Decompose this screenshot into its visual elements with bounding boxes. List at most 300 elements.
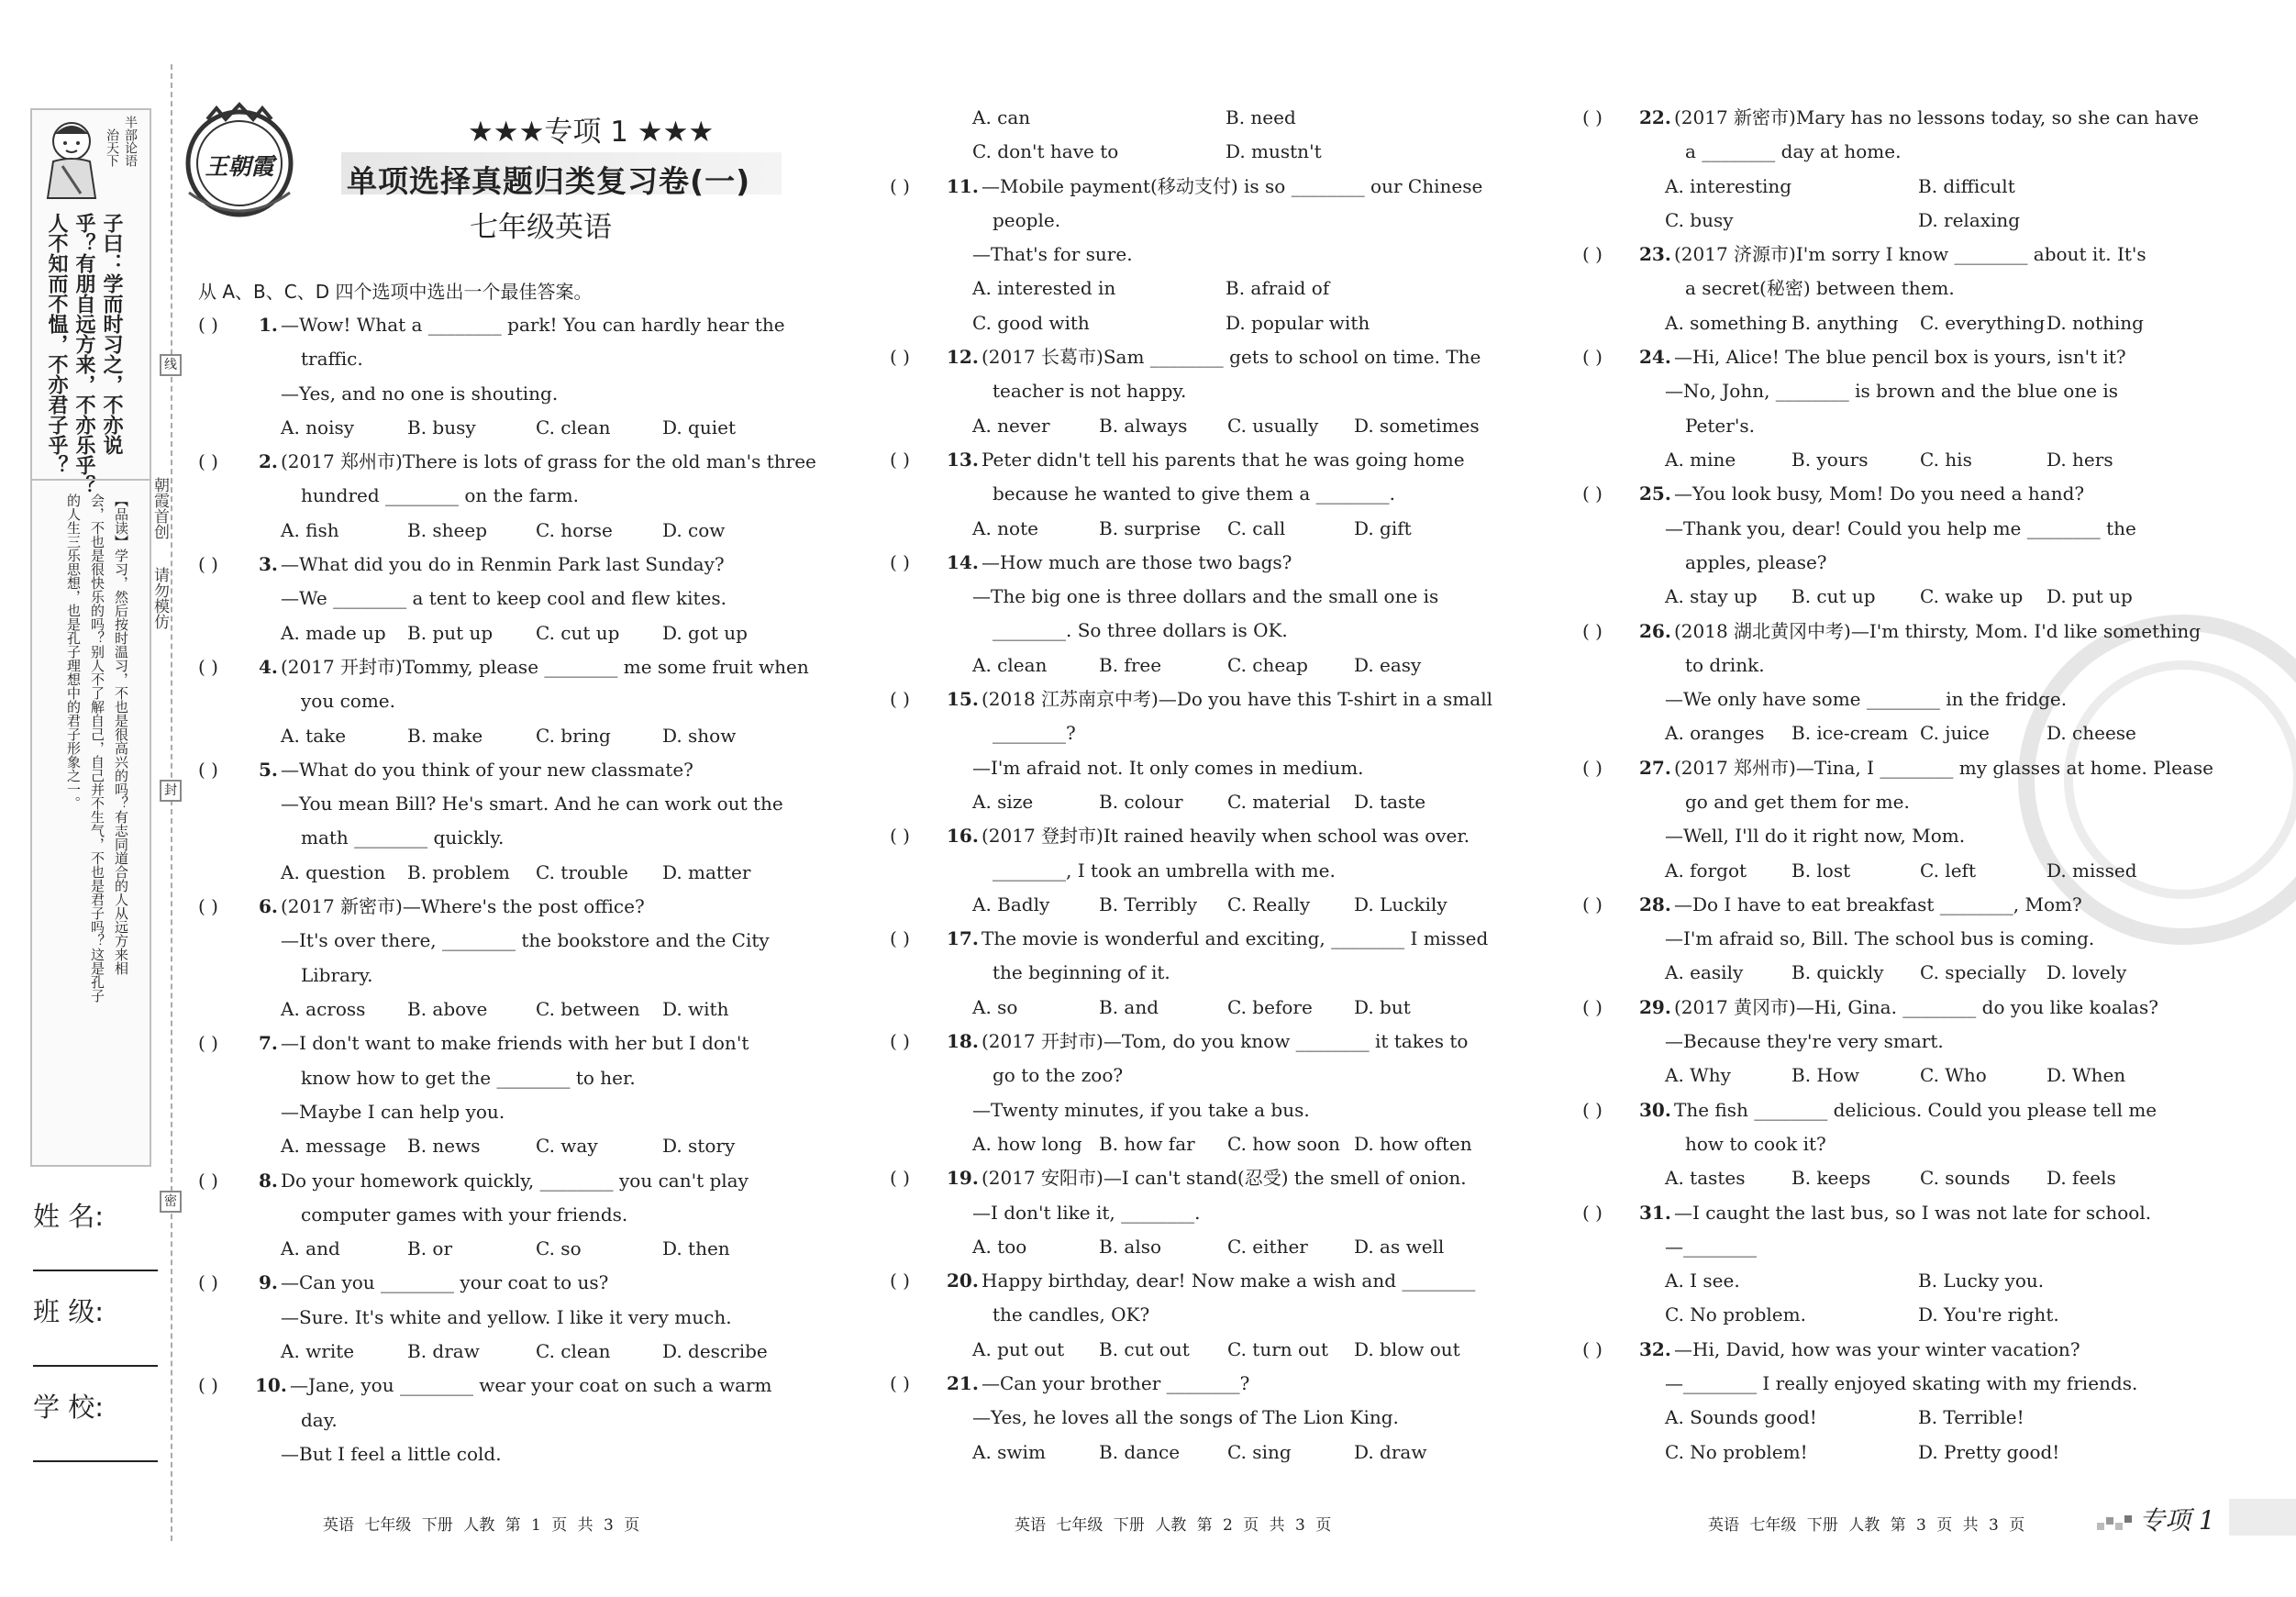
answer-option[interactable]: A. too [972, 1235, 1027, 1258]
answer-option[interactable]: C. sounds [1920, 1167, 2011, 1190]
school-field[interactable] [33, 1460, 158, 1462]
answer-option[interactable]: A. can [972, 106, 1031, 128]
binding-notice: 朝霞首创 [150, 477, 169, 539]
answer-option[interactable]: B. cut up [1791, 585, 1876, 608]
question-number: 4. [259, 656, 278, 678]
answer-option[interactable]: C. either [1227, 1235, 1308, 1258]
answer-option[interactable]: D. cheese [2046, 722, 2136, 745]
logo-text: 王朝霞 [205, 153, 274, 180]
answer-option[interactable]: A. fish [281, 518, 339, 541]
sidebar-divider [30, 479, 150, 481]
page-subtitle: 七年级英语 [470, 211, 612, 244]
answer-option[interactable]: C. way [536, 1135, 598, 1158]
answer-blank[interactable]: ( ) [1582, 346, 1603, 369]
answer-option[interactable]: C. call [1227, 516, 1286, 539]
question-text: —Do I have to eat breakfast ________, Mom? [1674, 893, 2082, 915]
answer-option[interactable]: D. relaxing [1918, 208, 2021, 231]
answer-blank[interactable]: ( ) [890, 1372, 910, 1395]
question-number: 16. [947, 825, 979, 848]
name-field[interactable] [33, 1270, 158, 1271]
answer-blank[interactable]: ( ) [198, 895, 218, 918]
question-text: —I don't like it, ________. [972, 1201, 1201, 1224]
question-text: The fish ________ delicious. Could you please tell me [1674, 1098, 2157, 1121]
question-text: —Mobile payment(移动支付) is so ________ our Chinese [982, 174, 1483, 197]
answer-option[interactable]: B. anything [1791, 311, 1899, 334]
question-text: —You mean Bill? He's smart. And he can work out the [281, 793, 783, 815]
answer-option[interactable]: C. material [1227, 790, 1331, 813]
answer-option[interactable]: D. how often [1354, 1132, 1472, 1155]
question-text: (2018 湖北黄冈中考)—I'm thirsty, Mom. I'd like something [1674, 619, 2202, 642]
answer-option[interactable]: D. got up [662, 621, 748, 644]
question-number: 23. [1639, 243, 1671, 266]
answer-option[interactable]: A. size [972, 790, 1034, 813]
answer-option[interactable]: A. clean [972, 653, 1048, 676]
answer-option[interactable]: C. left [1920, 859, 1976, 882]
question-text: (2017 郑州市)There is lots of grass for the old man's three [281, 450, 816, 473]
answer-option[interactable]: D. sometimes [1354, 414, 1480, 437]
answer-option[interactable]: B. ice-cream [1791, 722, 1909, 745]
question-text: —You look busy, Mom! Do you need a hand? [1674, 482, 2085, 505]
answer-option[interactable]: B. How [1791, 1064, 1860, 1087]
answer-option[interactable]: A. forgot [1665, 859, 1747, 882]
answer-option[interactable]: C. turn out [1227, 1337, 1328, 1360]
answer-option[interactable]: A. I see. [1665, 1270, 1740, 1292]
question-text: —It's over there, ________ the bookstore and the City [281, 929, 770, 952]
question-text: math ________ quickly. [301, 826, 505, 849]
question-number: 30. [1639, 1098, 1671, 1121]
answer-option[interactable]: D. missed [2046, 859, 2137, 882]
answer-option[interactable]: A. put out [972, 1337, 1065, 1360]
answer-option[interactable]: D. describe [662, 1339, 768, 1362]
question-text: —The big one is three dollars and the small one is [972, 585, 1439, 608]
question-text: (2017 登封市)It rained heavily when school was over. [982, 825, 1470, 848]
question-text: —Sure. It's white and yellow. I like it very much. [281, 1305, 732, 1328]
question-text: you come. [301, 690, 395, 713]
answer-option[interactable]: C. juice [1920, 722, 1990, 745]
question-text: (2017 郑州市)—Tina, I ________ my glasses at home. Please [1674, 756, 2213, 779]
question-text: —Well, I'll do it right now, Mom. [1665, 825, 1966, 848]
question-text: —No, John, ________ is brown and the blue one is [1665, 380, 2119, 403]
answer-blank[interactable]: ( ) [890, 346, 910, 369]
quote-col: 子曰：学而时习之，不亦说 [100, 213, 123, 455]
question-number: 31. [1639, 1201, 1671, 1224]
special-tag: ★★★专项 1 ★★★ [468, 116, 715, 149]
answer-option[interactable]: B. also [1099, 1235, 1162, 1258]
question-text: the candles, OK? [993, 1303, 1150, 1326]
question-text: —I'm afraid so, Bill. The school bus is coming. [1665, 927, 2095, 950]
answer-option[interactable]: A. something [1665, 311, 1788, 334]
answer-option[interactable]: D. quiet [662, 416, 736, 438]
question-text: —That's for sure. [972, 243, 1133, 266]
question-text: ________. So three dollars is OK. [993, 619, 1288, 642]
answer-option[interactable]: A. note [972, 516, 1038, 539]
binding-line [171, 64, 172, 1541]
answer-option[interactable]: A. easily [1665, 961, 1744, 984]
answer-blank[interactable]: ( ) [1582, 106, 1603, 128]
question-text: (2018 江苏南京中考)—Do you have this T-shirt in a small [982, 688, 1492, 711]
answer-option[interactable]: D. cow [662, 518, 726, 541]
question-number: 8. [259, 1169, 278, 1192]
answer-option[interactable]: D. then [662, 1237, 730, 1260]
question-number: 28. [1639, 893, 1671, 915]
question-number: 21. [947, 1372, 979, 1395]
answer-option[interactable]: D. popular with [1226, 311, 1370, 334]
answer-option[interactable]: B. Terribly [1099, 893, 1198, 915]
answer-option[interactable]: B. and [1099, 995, 1159, 1018]
answer-option[interactable]: C. wake up [1920, 585, 2024, 608]
answer-option[interactable]: B. how far [1099, 1132, 1195, 1155]
answer-option[interactable]: B. always [1099, 414, 1188, 437]
answer-option[interactable]: C. so [536, 1237, 582, 1260]
answer-option[interactable]: D. but [1354, 995, 1411, 1018]
question-text: —What did you do in Renmin Park last Sunday? [281, 553, 725, 576]
answer-option[interactable]: C. cut up [536, 621, 620, 644]
answer-blank[interactable]: ( ) [198, 314, 218, 336]
school-label: 学 校: [33, 1392, 104, 1423]
answer-option[interactable]: B. make [407, 724, 483, 747]
name-label: 姓 名: [33, 1201, 104, 1232]
answer-blank[interactable]: ( ) [890, 174, 910, 197]
sidebar-small-col: 半部论语 [123, 116, 138, 167]
question-text: Library. [301, 963, 373, 986]
answer-option[interactable]: A. tastes [1665, 1167, 1746, 1190]
answer-blank[interactable]: ( ) [198, 1032, 218, 1055]
question-text: —________ [1665, 1235, 1757, 1258]
answer-option[interactable]: A. message [281, 1135, 387, 1158]
answer-option[interactable]: B. cut out [1099, 1337, 1190, 1360]
question-text: Peter's. [1685, 414, 1755, 437]
quote-col: 乎？有朋自远方来，不亦乐乎？ [72, 213, 95, 495]
question-text: —Maybe I can help you. [281, 1100, 505, 1123]
answer-option[interactable]: D. story [662, 1135, 736, 1158]
question-number: 7. [259, 1032, 278, 1055]
question-text: Peter didn't tell his parents that he was going home [982, 449, 1465, 471]
question-text: (2017 济源市)I'm sorry I know ________ about it. It's [1674, 243, 2146, 266]
question-number: 18. [947, 1030, 979, 1053]
class-label: 班 级: [33, 1296, 104, 1327]
question-text: —Wow! What a ________ park! You can hardly hear the [281, 314, 785, 336]
question-text: how to cook it? [1685, 1132, 1826, 1155]
question-text: —How much are those two bags? [982, 550, 1292, 573]
answer-option[interactable]: C. between [536, 997, 640, 1020]
pindu-col: 【品读】学习，然后按时温习，不也是很高兴的吗？有志同道合的人从远方来相 [113, 494, 129, 975]
question-text: —Yes, and no one is shouting. [281, 382, 559, 405]
answer-blank[interactable]: ( ) [890, 1270, 910, 1292]
pindu-col: 会，不也是很快乐的吗？别人不了解自己，自己并不生气，不也是君子吗？这是孔子 [89, 494, 105, 1003]
answer-option[interactable]: D. gift [1354, 516, 1412, 539]
question-text: —I caught the last bus, so I was not late for school. [1674, 1201, 2152, 1224]
answer-option[interactable]: C. clean [536, 1339, 611, 1362]
answer-blank[interactable]: ( ) [1582, 482, 1603, 505]
answer-blank[interactable]: ( ) [198, 1271, 218, 1294]
question-text: —Can you ________ your coat to us? [281, 1271, 609, 1294]
sidebar-small-col: 治天下 [105, 128, 119, 167]
answer-option[interactable]: C. No problem. [1665, 1303, 1806, 1326]
answer-option[interactable]: B. or [407, 1237, 453, 1260]
question-text: ________? [993, 722, 1076, 745]
answer-option[interactable]: B. Lucky you. [1918, 1270, 2045, 1292]
answer-option[interactable]: A. never [972, 414, 1050, 437]
question-text: people. [993, 208, 1061, 231]
answer-option[interactable]: A. question [281, 860, 386, 883]
answer-option[interactable]: A. swim [972, 1440, 1046, 1463]
page-footer: 英语 七年级 下册 人教 第 2 页 共 3 页 [1015, 1516, 1332, 1535]
answer-option[interactable]: C. usually [1227, 414, 1319, 437]
answer-option[interactable]: A. oranges [1665, 722, 1765, 745]
question-text: (2017 黄冈市)—Hi, Gina. ________ do you like koalas? [1674, 995, 2158, 1018]
answer-option[interactable]: B. problem [407, 860, 510, 883]
answer-option[interactable]: B. keeps [1791, 1167, 1871, 1190]
answer-option[interactable]: A. stay up [1665, 585, 1758, 608]
answer-option[interactable]: A. write [281, 1339, 355, 1362]
answer-option[interactable]: D. nothing [2046, 311, 2144, 334]
question-text: traffic. [301, 348, 363, 371]
question-text: a secret(秘密) between them. [1685, 277, 1955, 300]
question-text: ________, I took an umbrella with me. [993, 859, 1336, 882]
answer-option[interactable]: B. afraid of [1226, 277, 1330, 300]
answer-option[interactable]: B. above [407, 997, 488, 1020]
question-number: 5. [259, 758, 278, 781]
answer-option[interactable]: B. yours [1791, 448, 1869, 471]
answer-option[interactable]: B. need [1226, 106, 1296, 128]
question-text: —I'm afraid not. It only comes in medium. [972, 756, 1364, 779]
page-footer: 英语 七年级 下册 人教 第 1 页 共 3 页 [323, 1516, 640, 1535]
question-text: (2017 新密市)Mary has no lessons today, so she can have [1674, 106, 2199, 128]
brand-logo [180, 101, 299, 220]
question-number: 9. [259, 1271, 278, 1294]
binding-mark: 密 [160, 1191, 182, 1213]
question-number: 2. [259, 450, 278, 473]
question-text: know how to get the ________ to her. [301, 1066, 636, 1089]
answer-blank[interactable]: ( ) [1582, 995, 1603, 1018]
answer-blank[interactable]: ( ) [890, 1167, 910, 1190]
question-text: —What do you think of your new classmate? [281, 758, 693, 781]
answer-blank[interactable]: ( ) [198, 1169, 218, 1192]
answer-option[interactable]: B. dance [1099, 1440, 1181, 1463]
answer-blank[interactable]: ( ) [1582, 1098, 1603, 1121]
answer-blank[interactable]: ( ) [890, 449, 910, 471]
answer-option[interactable]: C. No problem! [1665, 1440, 1808, 1463]
sidebar-small-text [121, 116, 139, 167]
question-number: 1. [259, 314, 278, 336]
sidebar-small-text-2 [103, 128, 121, 167]
answer-blank[interactable]: ( ) [1582, 1337, 1603, 1360]
answer-option[interactable]: B. difficult [1918, 174, 2015, 197]
answer-blank[interactable]: ( ) [198, 758, 218, 781]
answer-option[interactable]: C. Really [1227, 893, 1311, 915]
question-number: 19. [947, 1167, 979, 1190]
answer-option[interactable]: D. lovely [2046, 961, 2127, 984]
binding-mark: 封 [160, 780, 182, 802]
question-text: (2017 新密市)—Where's the post office? [281, 895, 645, 918]
answer-option[interactable]: A. mine [1665, 448, 1736, 471]
answer-option[interactable]: B. draw [407, 1339, 480, 1362]
answer-blank[interactable]: ( ) [198, 1374, 218, 1397]
answer-option[interactable]: A. take [281, 724, 347, 747]
question-text: —Can your brother ________? [982, 1372, 1250, 1395]
question-text: hundred ________ on the farm. [301, 484, 579, 507]
answer-option[interactable]: D. taste [1354, 790, 1426, 813]
answer-option[interactable]: A. interesting [1665, 174, 1792, 197]
question-text: —But I feel a little cold. [281, 1442, 502, 1465]
question-text: Happy birthday, dear! Now make a wish and ________ [982, 1270, 1476, 1292]
question-number: 13. [947, 449, 979, 471]
answer-blank[interactable]: ( ) [1582, 1201, 1603, 1224]
answer-option[interactable]: C. everything [1920, 311, 2046, 334]
answer-option[interactable]: C. bring [536, 724, 611, 747]
binding-notice: 请勿模仿 [150, 567, 169, 629]
answer-option[interactable]: B. put up [407, 621, 494, 644]
answer-option[interactable]: A. and [281, 1237, 340, 1260]
answer-option[interactable]: C. clean [536, 416, 611, 438]
answer-blank[interactable]: ( ) [890, 550, 910, 573]
question-text: (2017 长葛市)Sam ________ gets to school on time. The [982, 346, 1481, 369]
question-text: (2017 开封市)—Tom, do you know ________ it takes to [982, 1030, 1469, 1053]
answer-blank[interactable]: ( ) [1582, 893, 1603, 915]
answer-option[interactable]: C. good with [972, 311, 1090, 334]
question-text: —Hi, Alice! The blue pencil box is yours, isn't it? [1674, 346, 2126, 369]
answer-option[interactable]: B. quickly [1791, 961, 1884, 984]
instruction: 从 A、B、C、D 四个选项中选出一个最佳答案。 [198, 281, 593, 303]
answer-option[interactable]: B. Terrible! [1918, 1406, 2024, 1429]
answer-option[interactable]: C. specially [1920, 961, 2026, 984]
page-title: 单项选择真题归类复习卷(一) [347, 163, 751, 199]
answer-option[interactable]: A. interested in [972, 277, 1116, 300]
question-text: the beginning of it. [993, 961, 1170, 984]
question-text: —We only have some ________ in the fridge. [1665, 688, 2068, 711]
quote-col: 人不知而不愠，不亦君子乎？ [45, 213, 68, 475]
question-text: —Yes, he loves all the songs of The Lion King. [972, 1406, 1399, 1429]
question-number: 14. [947, 550, 979, 573]
answer-option[interactable]: C. trouble [536, 860, 628, 883]
question-text: day. [301, 1408, 338, 1431]
question-number: 26. [1639, 619, 1671, 642]
question-text: a ________ day at home. [1685, 140, 1902, 163]
answer-option[interactable]: D. draw [1354, 1440, 1427, 1463]
answer-option[interactable]: B. colour [1099, 790, 1183, 813]
question-number: 22. [1639, 106, 1671, 128]
question-text: because he wanted to give them a ________. [993, 482, 1395, 505]
answer-option[interactable]: D. show [662, 724, 737, 747]
answer-option[interactable]: D. feels [2046, 1167, 2116, 1190]
answer-option[interactable]: A. across [281, 997, 366, 1020]
binding-mark: 线 [160, 354, 182, 376]
answer-option[interactable]: D. You're right. [1918, 1303, 2059, 1326]
question-number: 20. [947, 1270, 979, 1292]
answer-blank[interactable]: ( ) [890, 825, 910, 848]
answer-blank[interactable]: ( ) [198, 450, 218, 473]
answer-blank[interactable]: ( ) [890, 688, 910, 711]
answer-blank[interactable]: ( ) [1582, 243, 1603, 266]
question-number: 10. [255, 1374, 287, 1397]
pindu-col: 的人生三乐思想，也是孔子理想中的君子形象之一。 [65, 494, 82, 810]
answer-option[interactable]: A. how long [972, 1132, 1082, 1155]
corner-decoration-icon [2097, 1512, 2134, 1532]
question-number: 6. [259, 895, 278, 918]
answer-option[interactable]: B. sheep [407, 518, 488, 541]
question-number: 32. [1639, 1337, 1671, 1360]
question-text: go to the zoo? [993, 1064, 1124, 1087]
answer-option[interactable]: A. made up [281, 621, 386, 644]
answer-option[interactable]: D. Pretty good! [1918, 1440, 2060, 1463]
answer-option[interactable]: D. blow out [1354, 1337, 1460, 1360]
answer-blank[interactable]: ( ) [890, 1030, 910, 1053]
page-footer: 英语 七年级 下册 人教 第 3 页 共 3 页 [1708, 1516, 2025, 1535]
question-text: computer games with your friends. [301, 1203, 628, 1225]
question-number: 27. [1639, 756, 1671, 779]
answer-blank[interactable]: ( ) [198, 656, 218, 678]
confucius-mascot-icon [37, 116, 110, 203]
question-number: 17. [947, 927, 979, 950]
question-text: The movie is wonderful and exciting, ________ I missed [982, 927, 1489, 950]
answer-blank[interactable]: ( ) [890, 927, 910, 950]
answer-blank[interactable]: ( ) [1582, 619, 1603, 642]
question-number: 12. [947, 346, 979, 369]
answer-option[interactable]: D. mustn't [1226, 140, 1322, 163]
answer-option[interactable]: A. so [972, 995, 1018, 1018]
question-text: apples, please? [1685, 550, 1827, 573]
answer-option[interactable]: C. Who [1920, 1064, 1987, 1087]
answer-option[interactable]: D. put up [2046, 585, 2133, 608]
answer-option[interactable]: C. cheap [1227, 653, 1308, 676]
answer-option[interactable]: D. matter [662, 860, 751, 883]
question-text: —Jane, you ________ wear your coat on such a warm [290, 1374, 772, 1397]
answer-option[interactable]: D. When [2046, 1064, 2126, 1087]
question-text: —We ________ a tent to keep cool and flew kites. [281, 587, 727, 610]
answer-option[interactable]: C. his [1920, 448, 1972, 471]
answer-blank[interactable]: ( ) [198, 553, 218, 576]
answer-option[interactable]: A. Why [1665, 1064, 1731, 1087]
question-text: —I don't want to make friends with her but I don't [281, 1032, 749, 1055]
answer-option[interactable]: B. surprise [1099, 516, 1201, 539]
question-text: Do your homework quickly, ________ you can't play [281, 1169, 749, 1192]
answer-option[interactable]: B. busy [407, 416, 476, 438]
question-text: (2017 安阳市)—I can't stand(忍受) the smell of onion. [982, 1167, 1467, 1190]
question-text: —Hi, David, how was your winter vacation? [1674, 1337, 2080, 1360]
question-number: 29. [1639, 995, 1671, 1018]
question-number: 3. [259, 553, 278, 576]
answer-option[interactable]: D. easy [1354, 653, 1422, 676]
answer-blank[interactable]: ( ) [1582, 756, 1603, 779]
question-text: to drink. [1685, 653, 1765, 676]
class-field[interactable] [33, 1365, 158, 1367]
answer-option[interactable]: A. noisy [281, 416, 355, 438]
answer-option[interactable]: C. sing [1227, 1440, 1292, 1463]
answer-option[interactable]: B. free [1099, 653, 1162, 676]
answer-option[interactable]: A. Sounds good! [1665, 1406, 1817, 1429]
answer-option[interactable]: C. horse [536, 518, 613, 541]
answer-option[interactable]: C. busy [1665, 208, 1734, 231]
question-text: —Twenty minutes, if you take a bus. [972, 1098, 1310, 1121]
question-text: —Thank you, dear! Could you help me ________ the [1665, 516, 2136, 539]
question-number: 25. [1639, 482, 1671, 505]
answer-option[interactable]: C. how soon [1227, 1132, 1340, 1155]
corner-tag-bar [2229, 1499, 2296, 1536]
answer-option[interactable]: B. lost [1791, 859, 1851, 882]
answer-option[interactable]: D. hers [2046, 448, 2113, 471]
corner-tag: 专项 1 [2139, 1505, 2215, 1536]
answer-option[interactable]: A. Badly [972, 893, 1050, 915]
question-number: 24. [1639, 346, 1671, 369]
answer-option[interactable]: D. Luckily [1354, 893, 1447, 915]
answer-option[interactable]: C. don't have to [972, 140, 1119, 163]
answer-option[interactable]: B. news [407, 1135, 481, 1158]
answer-option[interactable]: C. before [1227, 995, 1313, 1018]
question-text: —________ I really enjoyed skating with my friends. [1665, 1372, 2138, 1395]
answer-option[interactable]: D. with [662, 997, 729, 1020]
question-text: teacher is not happy. [993, 380, 1187, 403]
answer-option[interactable]: D. as well [1354, 1235, 1445, 1258]
